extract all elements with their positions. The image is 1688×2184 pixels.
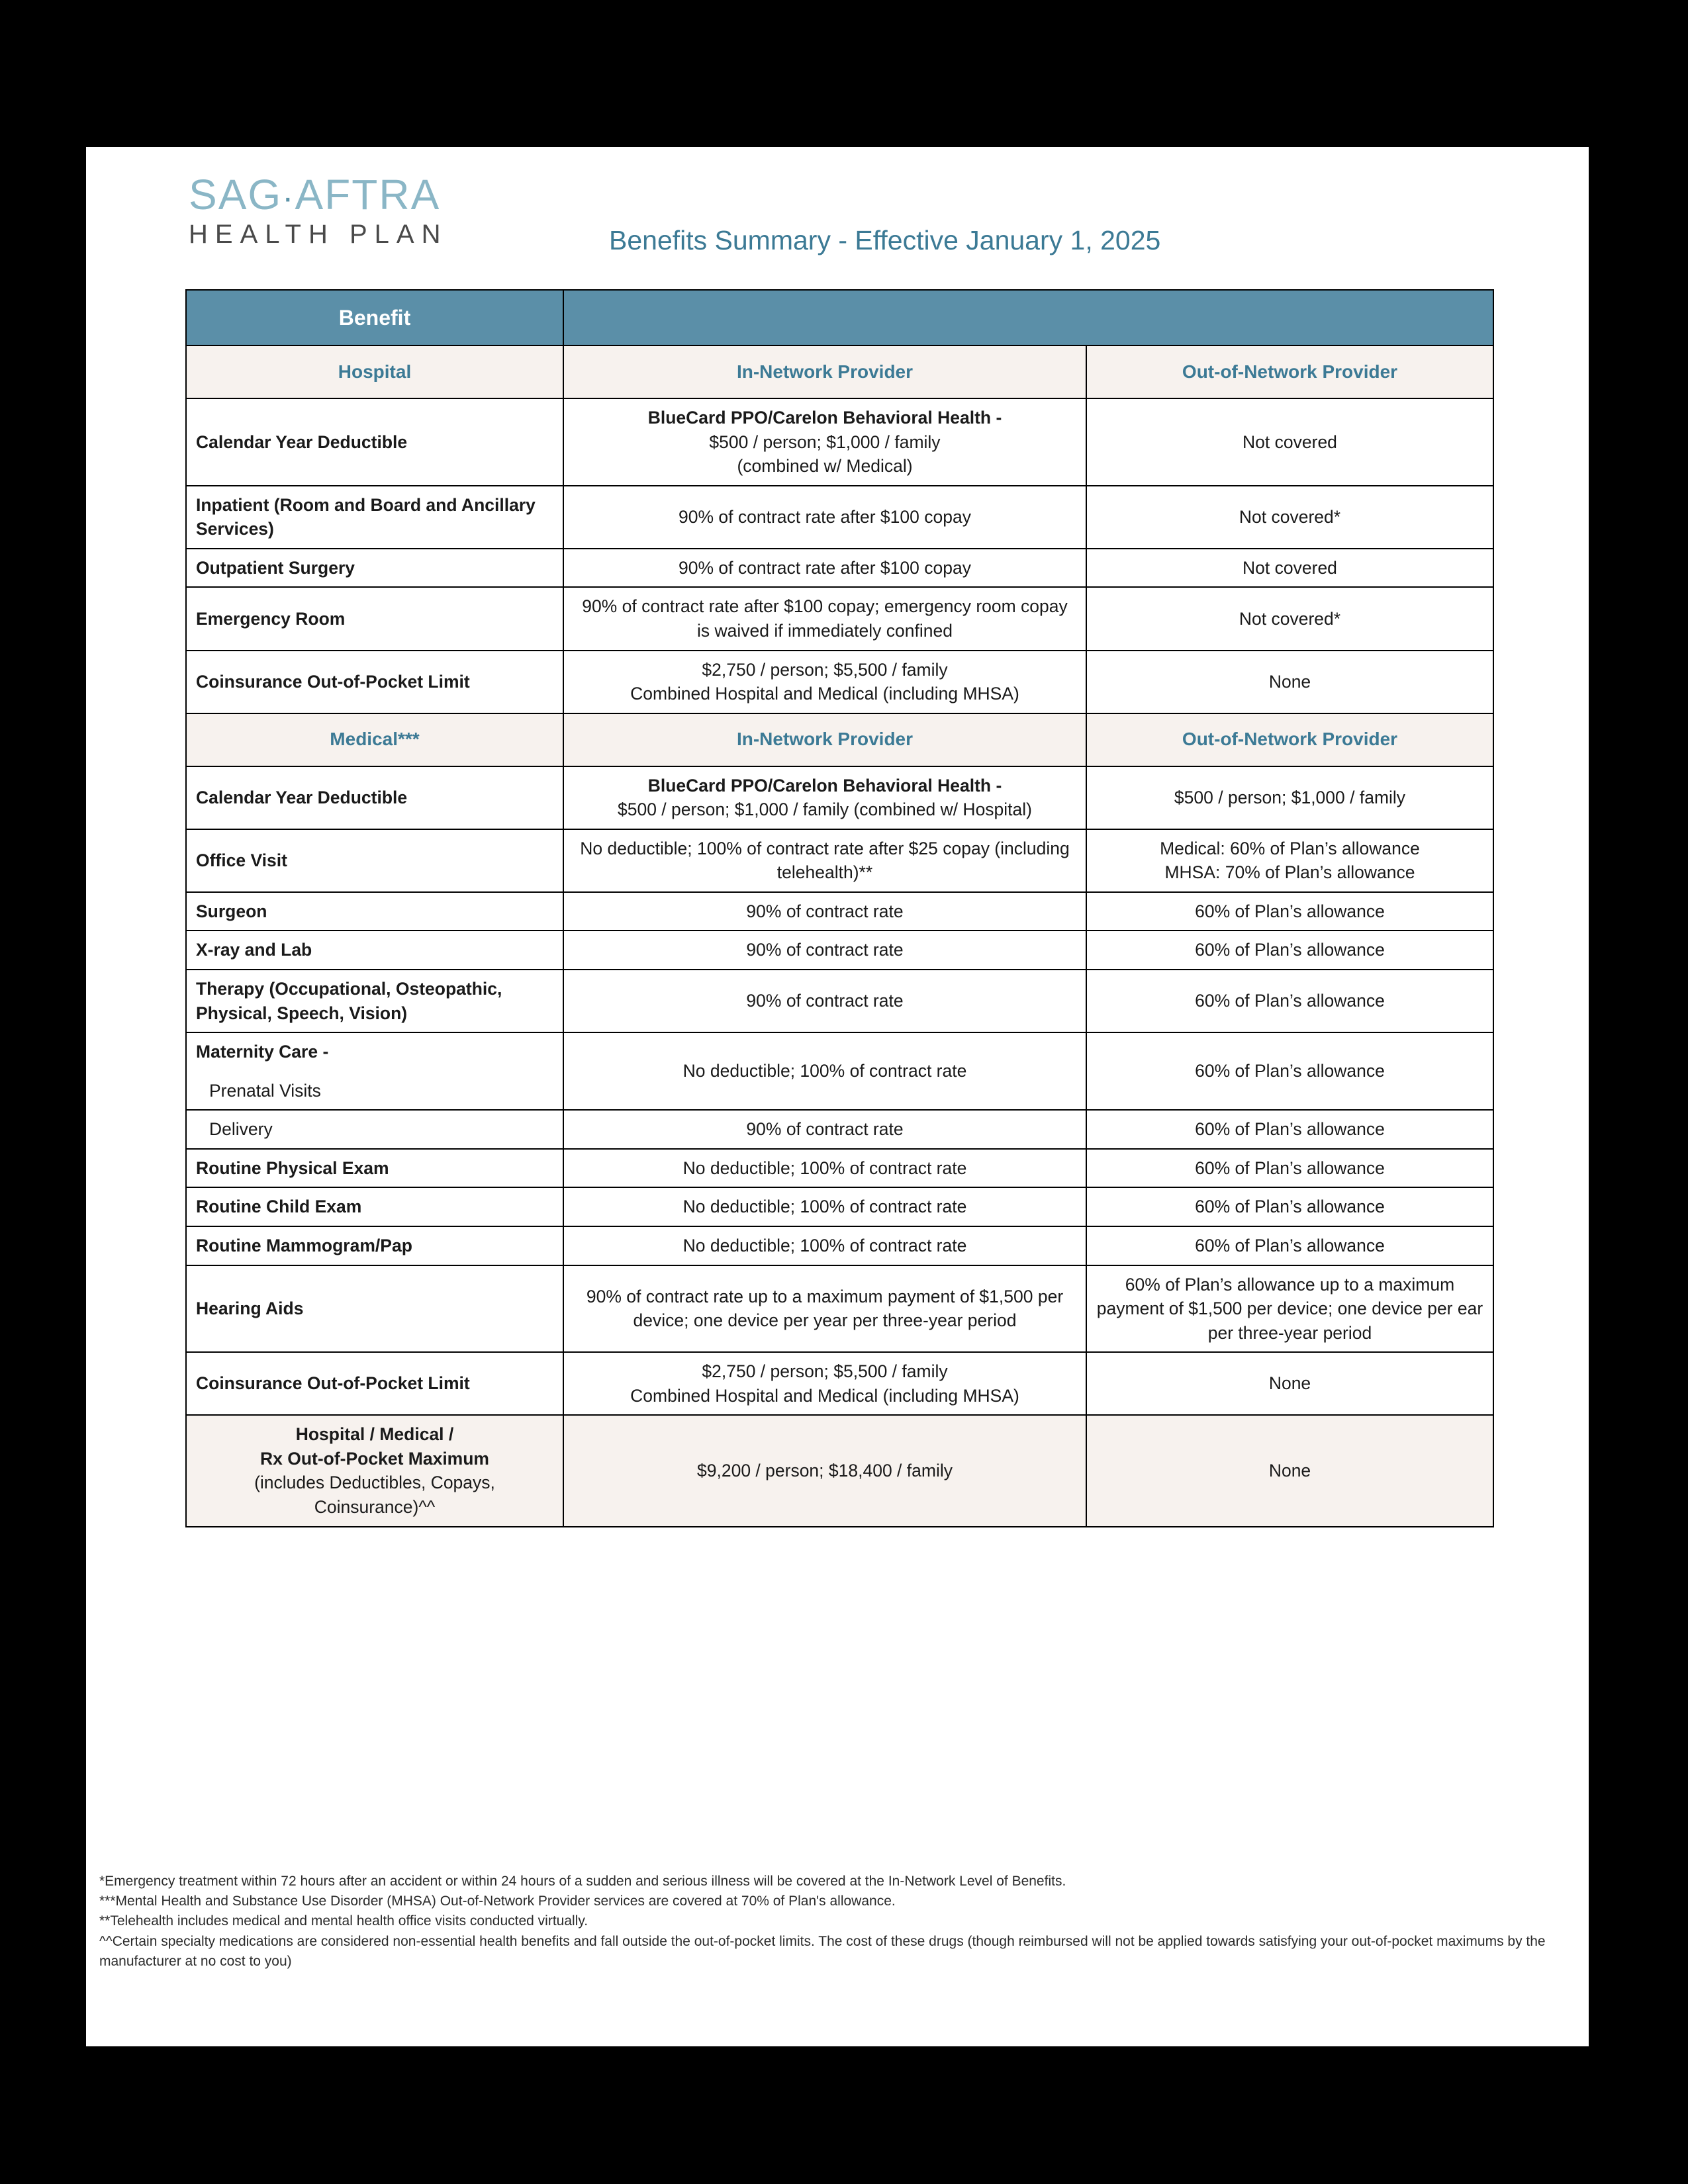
table-row — [186, 1265, 1493, 1353]
table-row — [186, 931, 1493, 970]
table-banner-row — [186, 290, 1493, 345]
in-network-value: 90% of contract rate — [563, 1110, 1086, 1149]
benefit-label: Outpatient Surgery — [186, 549, 563, 588]
table-row — [186, 587, 1493, 650]
out-of-network-value: None — [1086, 1415, 1493, 1526]
table-row — [186, 486, 1493, 549]
out-of-network-value: 60% of Plan’s allowance — [1086, 1226, 1493, 1265]
section-header-hospital-category: Hospital — [186, 345, 563, 398]
in-network-value: No deductible; 100% of contract rate — [563, 1226, 1086, 1265]
benefit-label: Coinsurance Out-of-Pocket Limit — [186, 651, 563, 713]
out-of-network-value: Not covered* — [1086, 486, 1493, 549]
table-row — [186, 398, 1493, 486]
logo-line-sag-aftra — [189, 173, 447, 216]
in-network-value: 90% of contract rate after $100 copay; emergency room copay is waived if immediately confined — [563, 587, 1086, 650]
in-network-value: 90% of contract rate — [563, 892, 1086, 931]
maternity-care-heading: Maternity Care - — [196, 1042, 329, 1062]
benefit-label: Calendar Year Deductible — [186, 766, 563, 829]
footnote-telehealth: **Telehealth includes medical and mental health office visits conducted virtually. — [99, 1913, 588, 1929]
out-of-network-value: None — [1086, 651, 1493, 713]
out-of-network-value: Not covered — [1086, 549, 1493, 588]
in-network-value-body: $500 / person; $1,000 / family (combined w/ Medical) — [709, 432, 941, 477]
logo-dot-icon: · — [282, 179, 295, 218]
benefit-label-delivery: Delivery — [186, 1110, 563, 1149]
out-of-network-value: $500 / person; $1,000 / family — [1086, 766, 1493, 829]
in-network-value — [563, 766, 1086, 829]
table-row — [186, 1352, 1493, 1415]
benefit-label: Inpatient (Room and Board and Ancillary Services) — [186, 486, 563, 549]
in-network-value: 90% of contract rate after $100 copay — [563, 486, 1086, 549]
in-network-value: No deductible; 100% of contract rate after $25 copay (including telehealth)** — [563, 829, 1086, 892]
footnote-emergency: *Emergency treatment within 72 hours after an accident or within 24 hours of a sudden and serious illness will be covered at the In-Network Level of Benefits. — [99, 1874, 1066, 1889]
out-of-network-value: 60% of Plan’s allowance up to a maximum payment of $1,500 per device; one device per ear per three-year period — [1086, 1265, 1493, 1353]
benefit-label: Routine Physical Exam — [186, 1149, 563, 1188]
logo-line-health-plan: HEALTH PLAN — [189, 220, 448, 249]
banner-benefit-label: Benefit — [186, 290, 563, 345]
table-row — [186, 1187, 1493, 1226]
footnotes-block — [99, 1872, 1562, 1972]
logo-sag-text: SAG — [189, 171, 283, 218]
out-of-network-value: Not covered* — [1086, 587, 1493, 650]
in-network-value — [563, 398, 1086, 486]
out-of-network-value: 60% of Plan’s allowance — [1086, 1149, 1493, 1188]
document-page — [86, 147, 1589, 2046]
oop-max-line4: Coinsurance)^^ — [314, 1497, 436, 1517]
table-row-maternity — [186, 1032, 1493, 1110]
oop-max-line1: Hospital / Medical / — [295, 1424, 454, 1445]
section-header-medical-category: Medical*** — [186, 713, 563, 766]
banner-empty-cell — [563, 290, 1493, 345]
logo-aftra-text: AFTRA — [295, 171, 441, 218]
benefit-label-oop-max — [186, 1415, 563, 1526]
in-network-value: 90% of contract rate — [563, 931, 1086, 970]
section-header-medical-in-network: In-Network Provider — [563, 713, 1086, 766]
benefit-label: Hearing Aids — [186, 1265, 563, 1353]
table-row — [186, 892, 1493, 931]
sag-aftra-health-plan-logo — [189, 173, 447, 248]
benefit-label: X-ray and Lab — [186, 931, 563, 970]
table-row — [186, 766, 1493, 829]
out-of-network-value: 60% of Plan’s allowance — [1086, 931, 1493, 970]
section-header-hospital-in-network: In-Network Provider — [563, 345, 1086, 398]
section-header-hospital — [186, 345, 1493, 398]
benefit-label: Coinsurance Out-of-Pocket Limit — [186, 1352, 563, 1415]
table-row — [186, 970, 1493, 1032]
in-network-value-body: $500 / person; $1,000 / family (combined w/ Hospital) — [617, 799, 1032, 820]
benefit-label: Emergency Room — [186, 587, 563, 650]
oop-max-line3: (includes Deductibles, Copays, — [254, 1473, 495, 1493]
table-row — [186, 829, 1493, 892]
table-row — [186, 1226, 1493, 1265]
benefit-label: Calendar Year Deductible — [186, 398, 563, 486]
table-row — [186, 1149, 1493, 1188]
section-header-medical — [186, 713, 1493, 766]
benefit-label — [186, 1032, 563, 1110]
out-of-network-value: 60% of Plan’s allowance — [1086, 1032, 1493, 1110]
out-of-network-value: 60% of Plan’s allowance — [1086, 892, 1493, 931]
document-header — [86, 147, 1589, 279]
in-network-value: No deductible; 100% of contract rate — [563, 1187, 1086, 1226]
page-title: Benefits Summary - Effective January 1, 2025 — [609, 225, 1161, 255]
in-network-value: No deductible; 100% of contract rate — [563, 1149, 1086, 1188]
in-network-value: No deductible; 100% of contract rate — [563, 1032, 1086, 1110]
benefit-label: Routine Mammogram/Pap — [186, 1226, 563, 1265]
benefit-label: Therapy (Occupational, Osteopathic, Physical, Speech, Vision) — [186, 970, 563, 1032]
in-network-value: 90% of contract rate — [563, 970, 1086, 1032]
table-row — [186, 549, 1493, 588]
in-network-value-lead: BlueCard PPO/Carelon Behavioral Health - — [647, 408, 1002, 428]
benefit-label: Routine Child Exam — [186, 1187, 563, 1226]
oop-max-line2: Rx Out-of-Pocket Maximum — [259, 1448, 489, 1469]
benefit-label: Office Visit — [186, 829, 563, 892]
benefits-summary-table — [185, 289, 1494, 1527]
footnote-specialty-medications: ^^Certain specialty medications are considered non-essential health benefits and fall outside the out-of-pocket limits. The cost of these drugs (though reimbursed will not be applied towards satisfying your out-of-pocket maximums by the manufacturer at no cost to you) — [99, 1933, 1546, 1969]
out-of-network-value: 60% of Plan’s allowance — [1086, 1110, 1493, 1149]
table-row-out-of-pocket-maximum — [186, 1415, 1493, 1526]
out-of-network-value: 60% of Plan’s allowance — [1086, 1187, 1493, 1226]
table-row — [186, 651, 1493, 713]
section-header-medical-out-of-network: Out-of-Network Provider — [1086, 713, 1493, 766]
in-network-value: $2,750 / person; $5,500 / family Combined Hospital and Medical (including MHSA) — [563, 651, 1086, 713]
in-network-value-lead: BlueCard PPO/Carelon Behavioral Health - — [647, 775, 1002, 796]
footnote-mhsa: ***Mental Health and Substance Use Disorder (MHSA) Out-of-Network Provider services are covered at 70% of Plan's allowance. — [99, 1893, 896, 1909]
benefit-label: Surgeon — [186, 892, 563, 931]
in-network-value: $9,200 / person; $18,400 / family — [563, 1415, 1086, 1526]
out-of-network-value: Not covered — [1086, 398, 1493, 486]
out-of-network-value: 60% of Plan’s allowance — [1086, 970, 1493, 1032]
table-row — [186, 1110, 1493, 1149]
in-network-value: 90% of contract rate up to a maximum payment of $1,500 per device; one device per year per three-year period — [563, 1265, 1086, 1353]
in-network-value: 90% of contract rate after $100 copay — [563, 549, 1086, 588]
out-of-network-value: Medical: 60% of Plan’s allowance MHSA: 70% of Plan’s allowance — [1086, 829, 1493, 892]
benefit-label-prenatal: Prenatal Visits — [209, 1080, 321, 1101]
out-of-network-value: None — [1086, 1352, 1493, 1415]
section-header-hospital-out-of-network: Out-of-Network Provider — [1086, 345, 1493, 398]
in-network-value: $2,750 / person; $5,500 / family Combined Hospital and Medical (including MHSA) — [563, 1352, 1086, 1415]
